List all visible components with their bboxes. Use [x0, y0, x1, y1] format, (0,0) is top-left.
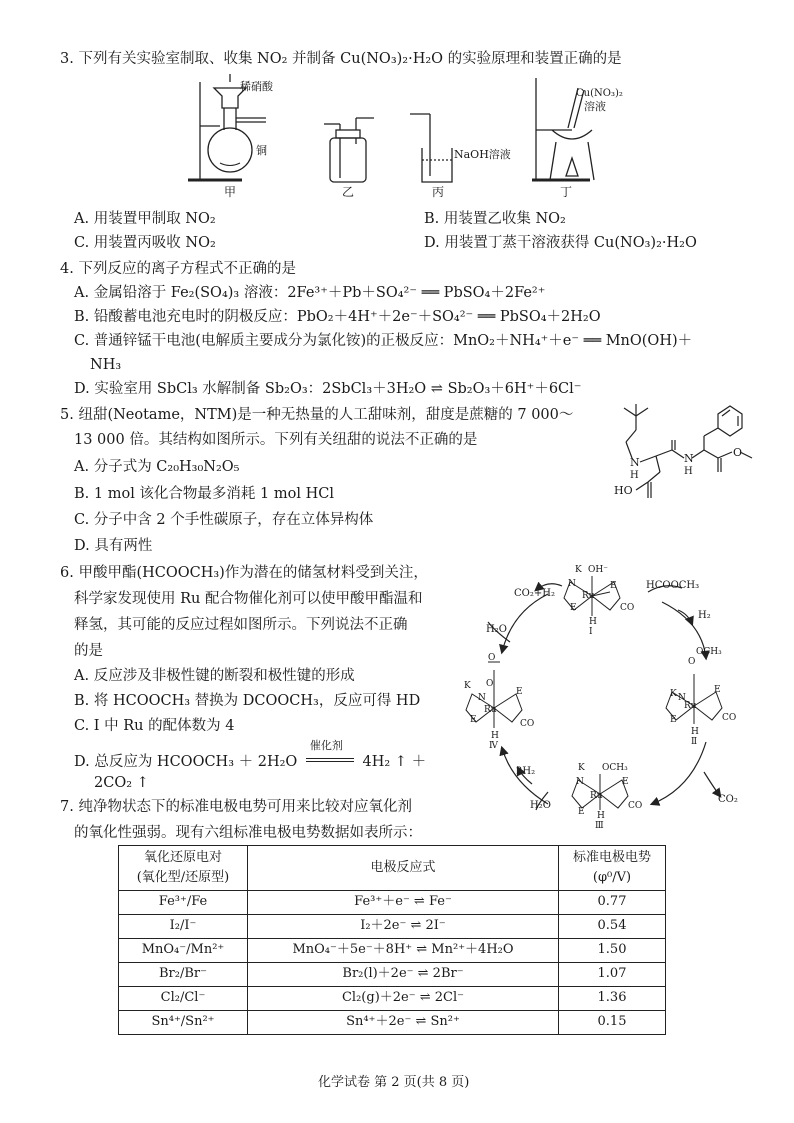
- svg-text:H: H: [491, 731, 499, 741]
- q4-option-a: A. 金属铅溶于 Fe₂(SO₄)₃ 溶液：2Fe³⁺＋Pb＋SO₄²⁻ ══ PbSO₄＋2Fe²⁺: [74, 285, 546, 301]
- q4-option-b: B. 铅酸蓄电池充电时的阴极反应：PbO₂＋4H⁺＋2e⁻＋SO₄²⁻ ══ PbSO₄＋2H₂O: [74, 309, 601, 325]
- h2-label-top: H₂: [698, 610, 711, 621]
- svg-text:CO: CO: [628, 801, 643, 811]
- svg-text:O: O: [486, 679, 494, 689]
- q5-option-d: D. 具有两性: [74, 538, 153, 554]
- q5-option-b: B. 1 mol 该化合物最多消耗 1 mol HCl: [74, 486, 334, 502]
- nh-1-h: H: [630, 470, 639, 481]
- co2-h2-label: CO₂+H₂: [514, 588, 555, 599]
- table-row: MnO₄⁻/Mn²⁺ MnO₄⁻＋5e⁻＋8H⁺ ⇌ Mn²⁺＋4H₂O 1.50: [119, 939, 666, 963]
- svg-text:Ru: Ru: [590, 791, 603, 801]
- q6-catalyst-label: 催化剂: [309, 739, 343, 752]
- svg-text:H: H: [597, 811, 605, 821]
- q4-option-c: C. 普通锌锰干电池(电解质主要成分为氯化铵)的正极反应：MnO₂＋NH₄⁺＋e⁻ ══ MnO(OH)＋: [74, 333, 693, 349]
- q5-stem-line2: 13 000 倍。其结构如图所示。下列有关纽甜的说法不正确的是: [74, 432, 478, 448]
- label-copper: 铜: [256, 144, 267, 157]
- svg-text:CO: CO: [722, 713, 737, 723]
- label-ding: 丁: [560, 185, 573, 199]
- electrode-potential-table: [118, 845, 666, 1035]
- q6-option-d: [74, 739, 427, 770]
- svg-text:OCH₃: OCH₃: [602, 763, 628, 773]
- svg-text:E: E: [714, 685, 721, 695]
- svg-text:Ⅰ: Ⅰ: [589, 627, 593, 637]
- svg-text:Ru: Ru: [582, 591, 595, 601]
- table-row: Fe³⁺/Fe Fe³⁺＋e⁻ ⇌ Fe⁻ 0.77: [119, 891, 666, 915]
- apparatus-yi: [324, 118, 374, 182]
- q6-option-d-rhs: 4H₂ ↑ ＋: [362, 754, 427, 770]
- svg-text:Ru: Ru: [684, 701, 697, 711]
- q4-option-c-cont: NH₃: [90, 357, 122, 373]
- label-solution: 溶液: [584, 100, 606, 113]
- neotame-structure: [600, 400, 760, 530]
- q3-option-c: C. 用装置丙吸收 NO₂: [74, 235, 216, 251]
- q6-option-c: C. Ⅰ 中 Ru 的配体数为 4: [74, 718, 235, 734]
- q5-option-c: C. 分子中含 2 个手性碳原子，存在立体异构体: [74, 512, 374, 528]
- nh-2-h: H: [684, 466, 693, 477]
- svg-text:H: H: [691, 727, 699, 737]
- q6-stem-line3: 释氢，其可能的反应过程如图所示。下列说法不正确: [74, 617, 408, 633]
- table-header-row: [119, 846, 666, 891]
- table-row: Br₂/Br⁻ Br₂(l)＋2e⁻ ⇌ 2Br⁻ 1.07: [119, 963, 666, 987]
- q7-stem-line2: 的氧化性强弱。现有六组标准电极电势数据如表所示：: [74, 825, 422, 841]
- svg-text:E: E: [622, 777, 629, 787]
- svg-text:H: H: [589, 617, 597, 627]
- svg-text:N: N: [576, 777, 584, 787]
- svg-text:O: O: [688, 657, 696, 667]
- h2o-label-bottom: H₂O: [530, 800, 551, 811]
- svg-text:E: E: [670, 715, 677, 725]
- nh-2: N: [684, 452, 694, 465]
- svg-text:E: E: [570, 603, 577, 613]
- q4-option-d: D. 实验室用 SbCl₃ 水解制备 Sb₂O₃：2SbCl₃＋3H₂O ⇌ Sb₂O₃＋6H⁺＋6Cl⁻: [74, 381, 582, 397]
- q3-option-d: D. 用装置丁蒸干溶液获得 Cu(NO₃)₂·H₂O: [424, 235, 697, 251]
- svg-text:CO: CO: [520, 719, 535, 729]
- svg-text:E: E: [610, 581, 617, 591]
- q7-stem-line1: 7. 纯净物状态下的标准电极电势可用来比较对应氧化剂: [60, 799, 412, 815]
- header-standard-potential: 标准电极电势 (φ⁰/V): [559, 846, 666, 891]
- svg-text:OH⁻: OH⁻: [588, 565, 608, 575]
- table-row: Cl₂/Cl⁻ Cl₂(g)＋2e⁻ ⇌ 2Cl⁻ 1.36: [119, 987, 666, 1011]
- svg-text:CO: CO: [620, 603, 635, 613]
- q4-stem: 4. 下列反应的离子方程式不正确的是: [60, 261, 296, 277]
- apparatus-bing: [410, 114, 452, 182]
- table-row: I₂/I⁻ I₂＋2e⁻ ⇌ 2I⁻ 0.54: [119, 915, 666, 939]
- ho-group: HO: [614, 484, 633, 497]
- q6-option-d-cont: 2CO₂ ↑: [94, 775, 149, 791]
- co2-label: CO₂: [718, 794, 738, 805]
- table-row: Sn⁴⁺/Sn²⁺ Sn⁴⁺＋2e⁻ ⇌ Sn²⁺ 0.15: [119, 1011, 666, 1035]
- ru-catalytic-cycle: [452, 552, 752, 831]
- svg-text:N: N: [678, 693, 686, 703]
- q6-catalyst-arrow: [306, 739, 354, 766]
- page-footer: 化学试卷 第 2 页(共 8 页): [318, 1075, 470, 1090]
- q6-stem-line4: 的是: [74, 643, 103, 659]
- svg-text:N: N: [478, 693, 486, 703]
- svg-text:OCH₃: OCH₃: [696, 647, 722, 657]
- ester-o: O: [733, 446, 743, 459]
- two-h2-label: 2H₂: [516, 766, 536, 777]
- label-cuno3: Cu(NO₃)₂: [576, 88, 623, 99]
- label-bing: 丙: [432, 185, 445, 199]
- svg-text:K: K: [464, 681, 471, 691]
- svg-text:Ru: Ru: [484, 705, 497, 715]
- h2o-label-left: H₂O: [486, 624, 507, 635]
- q6-option-d-lhs: D. 总反应为 HCOOCH₃ ＋ 2H₂O: [74, 754, 298, 770]
- svg-text:E: E: [578, 807, 585, 817]
- svg-text:K: K: [670, 689, 677, 699]
- q3-stem: 3. 下列有关实验室制取、收集 NO₂ 并制备 Cu(NO₃)₂·H₂O 的实验原理和装置正确的是: [60, 51, 622, 67]
- q6-option-b: B. 将 HCOOCH₃ 替换为 DCOOCH₃，反应可得 HD: [74, 693, 421, 709]
- label-yi: 乙: [342, 185, 355, 199]
- label-dilute-nitric-acid: 稀硝酸: [240, 80, 273, 93]
- svg-text:K: K: [575, 565, 582, 575]
- q6-option-a: A. 反应涉及非极性键的断裂和极性键的形成: [74, 668, 355, 684]
- q5-option-a: A. 分子式为 C₂₀H₃₀N₂O₅: [74, 459, 240, 475]
- q6-stem-line2: 科学家发现使用 Ru 配合物催化剂可以使甲酸甲酯温和: [74, 591, 423, 607]
- svg-text:E: E: [516, 687, 523, 697]
- svg-text:Ⅲ: Ⅲ: [595, 821, 604, 831]
- q5-stem-line1: 5. 纽甜(Neotame，NTM)是一种无热量的人工甜味剂，甜度是蔗糖的 7 000～: [60, 407, 574, 423]
- q3-option-a: A. 用装置甲制取 NO₂: [74, 211, 216, 227]
- header-redox-couple: 氧化还原电对 (氧化型/还原型): [119, 846, 248, 891]
- svg-text:Ⅳ: Ⅳ: [489, 741, 498, 751]
- nh-1: N: [630, 456, 640, 469]
- header-electrode-reaction: 电极反应式: [248, 846, 559, 891]
- q3-apparatus-figure: [180, 68, 623, 200]
- label-jia: 甲: [224, 185, 237, 199]
- hcooch3-label: HCOOCH₃: [646, 580, 700, 591]
- label-naoh-solution: NaOH溶液: [454, 148, 511, 161]
- svg-text:O: O: [488, 653, 496, 663]
- svg-text:Ⅱ: Ⅱ: [691, 737, 698, 747]
- svg-text:E: E: [470, 715, 477, 725]
- svg-text:N: N: [568, 579, 576, 589]
- q3-option-b: B. 用装置乙收集 NO₂: [424, 211, 566, 227]
- svg-text:K: K: [578, 763, 585, 773]
- q6-stem-line1: 6. 甲酸甲酯(HCOOCH₃)作为潜在的储氢材料受到关注，: [60, 565, 428, 581]
